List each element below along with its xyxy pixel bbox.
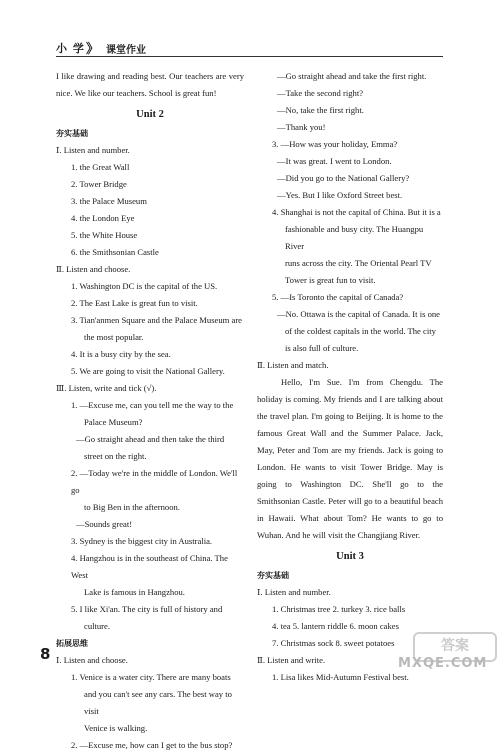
- exercise-3-heading: Ⅲ. Listen, write and tick (√).: [56, 383, 157, 393]
- dialogue-line: —It was great. I went to London.: [277, 156, 392, 166]
- passage-paragraph: Hello, I'm Sue. I'm from Chengdu. The holiday is coming. My friends and I are talking about the travel plan. I'm going to Beijing. It is home to the famous Great Wall and the Summer Palace. Jack, May, Peter and Tom are my friends. Jack is going to London. He wants to visit Tower Bridge. May is going to Washington DC. She'll go to the Smithsonian Castle. Peter will go to a beautiful beach in Hawaii. What about Tom? He wants to go to Wuhan. And he will visit the Changjiang River.: [257, 377, 443, 540]
- dialogue-line: —No, take the first right.: [277, 105, 364, 115]
- list-item-continuation: to Big Ben in the afternoon.: [84, 502, 180, 512]
- list-item: 1. Lisa likes Mid-Autumn Festival best.: [272, 672, 409, 682]
- list-item-continuation: Palace Museum?: [84, 417, 143, 427]
- header-grade: 小 学: [56, 42, 85, 55]
- dialogue-line: —Sounds great!: [76, 519, 133, 529]
- header-chevron-icon: 》: [86, 42, 100, 57]
- list-item: 1. Venice is a water city. There are many boats: [71, 672, 231, 682]
- extension-1-heading: Ⅰ. Listen and choose.: [56, 655, 128, 665]
- section-extension: 拓展思维: [56, 639, 88, 648]
- exercise-1-heading: Ⅰ. Listen and number.: [257, 587, 331, 597]
- right-column: [257, 68, 443, 686]
- page-number: 8: [40, 645, 51, 663]
- dialogue-line: —Take the second right?: [277, 88, 364, 98]
- list-item-continuation: the most popular.: [84, 332, 144, 342]
- list-item: 2. —Today we're in the middle of London. We'll go: [71, 468, 238, 495]
- list-item-continuation: of the coldest capitals in the world. The city: [285, 326, 436, 336]
- section-basics: 夯实基础: [56, 129, 88, 138]
- list-item: 1. the Great Wall: [71, 162, 130, 172]
- dialogue-line: —Did you go to the National Gallery?: [277, 173, 410, 183]
- list-item: 7. Christmas sock 8. sweet potatoes: [272, 638, 395, 648]
- header-rule: [56, 56, 443, 57]
- list-item: 3. Sydney is the biggest city in Australia.: [71, 536, 213, 546]
- list-item: 5. the White House: [71, 230, 138, 240]
- list-item: 3. the Palace Museum: [71, 196, 147, 206]
- list-item: 1. Christmas tree 2. turkey 3. rice balls: [272, 604, 406, 614]
- watermark-logo-icon: 答案: [413, 632, 497, 662]
- list-item: 3. —How was your holiday, Emma?: [272, 139, 398, 149]
- unit-3-heading: Unit 3: [336, 551, 364, 562]
- left-column: [56, 68, 244, 754]
- exercise-1-heading: Ⅰ. Listen and number.: [56, 145, 130, 155]
- list-item: 2. The East Lake is great fun to visit.: [71, 298, 198, 308]
- list-item: 4. It is a busy city by the sea.: [71, 349, 171, 359]
- list-item: 6. the Smithsonian Castle: [71, 247, 159, 257]
- list-item-continuation: Tower is great fun to visit.: [285, 275, 376, 285]
- dialogue-line: —Yes. But I like Oxford Street best.: [277, 190, 403, 200]
- list-item: 4. Shanghai is not the capital of China. But it is a: [272, 207, 441, 217]
- list-item: 3. Tian'anmen Square and the Palace Museum are: [71, 315, 242, 325]
- list-item: 2. Tower Bridge: [71, 179, 127, 189]
- list-item: 1. Washington DC is the capital of the US.: [71, 281, 218, 291]
- dialogue-line: —Go straight ahead and then take the third: [76, 434, 225, 444]
- watermark-text: MXQE.COM: [398, 656, 488, 671]
- list-item-continuation: Lake is famous in Hangzhou.: [84, 587, 185, 597]
- unit-2-heading: Unit 2: [136, 109, 164, 120]
- dialogue-line: —Go straight ahead and take the first right.: [277, 71, 427, 81]
- list-item-continuation: fashionable and busy city. The Huangpu River: [285, 224, 424, 251]
- list-item: 2. —Excuse me, how can I get to the bus stop?: [71, 740, 233, 750]
- exercise-2-heading: Ⅱ. Listen and write.: [257, 655, 326, 665]
- list-item: 5. I like Xi'an. The city is full of history and: [71, 604, 223, 614]
- list-item-continuation: street on the right.: [84, 451, 147, 461]
- list-item-continuation: is also full of culture.: [285, 343, 359, 353]
- list-item-continuation: and you can't see any cars. The best way to visit: [84, 689, 232, 716]
- list-item-continuation: Venice is walking.: [84, 723, 148, 733]
- list-item: 4. Hangzhou is in the southeast of China. The West: [71, 553, 228, 580]
- list-item: 5. We are going to visit the National Gallery.: [71, 366, 225, 376]
- dialogue-line: —Thank you!: [277, 122, 326, 132]
- list-item: 5. —Is Toronto the capital of Canada?: [272, 292, 404, 302]
- list-item-continuation: culture.: [84, 621, 111, 631]
- list-item: 4. tea 5. lantern riddle 6. moon cakes: [272, 621, 399, 631]
- exercise-2-heading: Ⅱ. Listen and choose.: [56, 264, 131, 274]
- list-item-continuation: runs across the city. The Oriental Pearl TV: [285, 258, 432, 268]
- exercise-match-heading: Ⅱ. Listen and match.: [257, 360, 329, 370]
- list-item: 4. the London Eye: [71, 213, 135, 223]
- section-basics: 夯实基础: [257, 571, 289, 580]
- dialogue-line: —No. Ottawa is the capital of Canada. It is one: [277, 309, 440, 319]
- header-book-title: 课堂作业: [106, 45, 146, 56]
- page-header: [56, 38, 443, 58]
- intro-paragraph: I like drawing and reading best. Our teachers are very nice. We like our teachers. School is great fun!: [56, 71, 244, 98]
- list-item: 1. —Excuse me, can you tell me the way to the: [71, 400, 234, 410]
